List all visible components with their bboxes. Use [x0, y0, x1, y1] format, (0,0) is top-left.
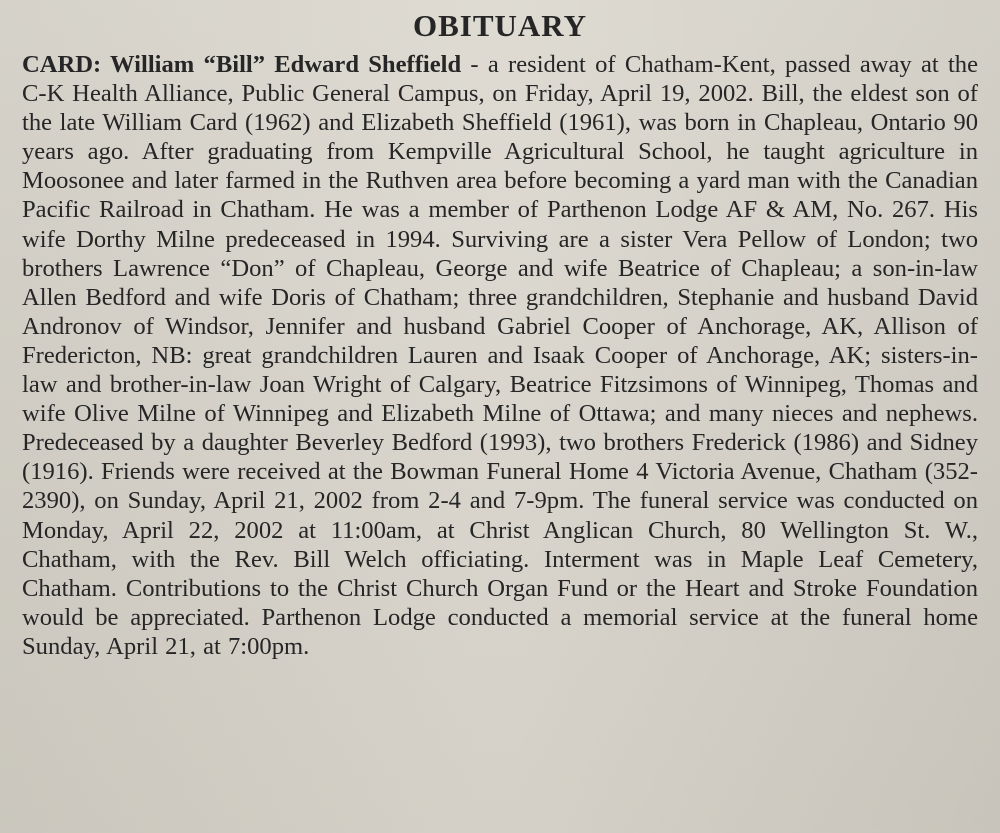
obituary-text: a resident of Chatham-Kent, passed away at the C-K Health Alliance, Public General Campus, on Friday, April 19, 2002. Bill, the eldest son of the late William Card (1962) and Elizabeth Sheffield (1961), was born in Chapleau, Ontario 90 years ago. After graduating from Kempville Agricultural School, he taught agriculture in Moosonee and later farmed in the Ruthven area before becoming a yard man with the Canadian Pacific Railroad in Chatham. He was a member of Parthenon Lodge AF & AM, No. 267. His wife Dorthy Milne predeceased in 1994. Surviving are a sister Vera Pellow of London; two brothers Lawrence “Don” of Chapleau, George and wife Beatrice of Chapleau; a son-in-law Allen Bedford and wife Doris of Chatham; three grandchildren, Stephanie and husband David Andronov of Windsor, Jennifer and husband Gabriel Cooper of Anchorage, AK, Allison of Fredericton, NB: great grandchildren Lauren and Isaak Cooper of Anchorage, AK; sisters-in-law and brother-in-law Joan Wright of Calgary, Beatrice Fitzsimons of Winnipeg, Thomas and wife Olive Milne of Winnipeg and Elizabeth Milne of Ottawa; and many nieces and nephews. Predeceased by a daughter Beverley Bedford (1993), two brothers Frederick (1986) and Sidney (1916). Friends were received at the Bowman Funeral Home 4 Victoria Avenue, Chatham (352-2390), on Sunday, April 21, 2002 from 2-4 and 7-9pm. The funeral service was conducted on Monday, April 22, 2002 at 11:00am, at Christ Anglican Church, 80 Wellington St. W., Chatham, with the Rev. Bill Welch officiating. Interment was in Maple Leaf Cemetery, Chatham. Contributions to the Christ Church Organ Fund or the Heart and Stroke Foundation would be appreciated. Parthenon Lodge conducted a memorial service at the funeral home Sunday, April 21, at 7:00pm.	[22, 51, 978, 660]
obituary-body	[22, 50, 978, 661]
deceased-name: CARD: William “Bill” Edward Sheffield	[22, 51, 462, 78]
name-separator: -	[461, 51, 488, 78]
page-title: OBITUARY	[413, 8, 587, 43]
